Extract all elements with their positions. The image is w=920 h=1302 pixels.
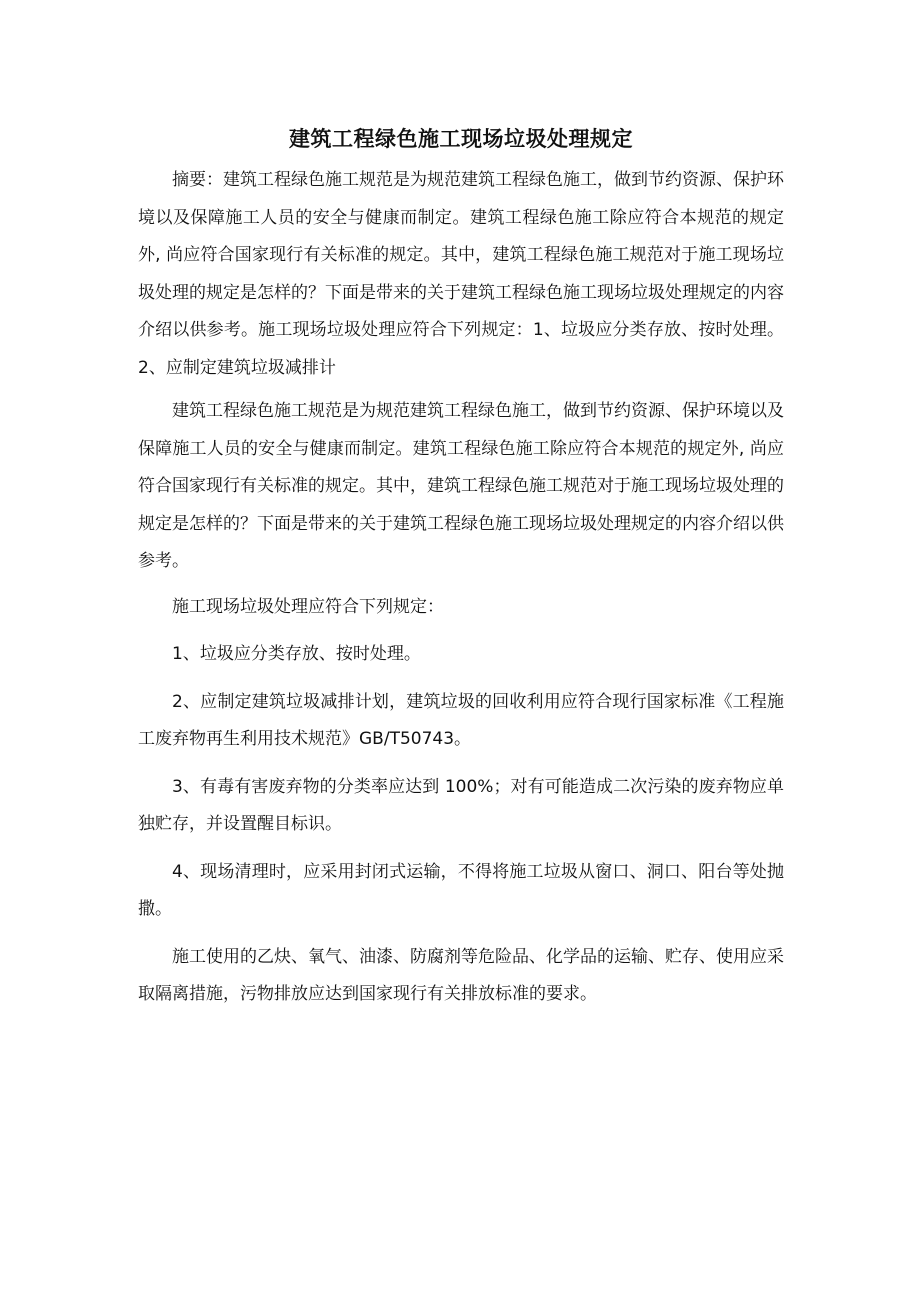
abstract-paragraph: 摘要：建筑工程绿色施工规范是为规范建筑工程绿色施工，做到节约资源、保护环境以及保障施工人员的安全与健康而制定。建筑工程绿色施工除应符合本规范的规定外, 尚应符合国家现行有关标准的规定。其中，建筑工程绿色施工规范对于施工现场垃圾处理的规定是怎样的？下面是带来的关于建筑工程绿色施工现场垃圾处理规定的内容介绍以供参考。施工现场垃圾处理应符合下列规定：1、垃圾应分类存放、按时处理。2、应制定建筑垃圾减排计 xyxy=(138,170,784,378)
document-title: 建筑工程绿色施工现场垃圾处理规定 xyxy=(289,127,633,151)
document-page xyxy=(138,118,784,1014)
rule-1-paragraph: 1、垃圾应分类存放、按时处理。 xyxy=(172,644,421,664)
rules-heading-paragraph: 施工现场垃圾处理应符合下列规定： xyxy=(172,596,444,617)
intro-paragraph: 建筑工程绿色施工规范是为规范建筑工程绿色施工，做到节约资源、保护环境以及保障施工人员的安全与健康而制定。建筑工程绿色施工除应符合本规范的规定外, 尚应符合国家现行有关标准的规定。其中，建筑工程绿色施工规范对于施工现场垃圾处理的规定是怎样的？下面是带来的关于建筑工程绿色施工现场垃圾处理规定的内容介绍以供参考。 xyxy=(138,401,784,571)
hazmat-paragraph: 施工使用的乙炔、氧气、油漆、防腐剂等危险品、化学品的运输、贮存、使用应采取隔离措施，污物排放应达到国家现行有关排放标准的要求。 xyxy=(138,946,784,1004)
rule-4-paragraph: 4、现场清理时，应采用封闭式运输，不得将施工垃圾从窗口、洞口、阳台等处抛撒。 xyxy=(138,861,784,919)
rule-3-paragraph: 3、有毒有害废弃物的分类率应达到 100%；对有可能造成二次污染的废弃物应单独贮存，并设置醒目标识。 xyxy=(138,776,784,834)
rule-2-paragraph: 2、应制定建筑垃圾减排计划，建筑垃圾的回收利用应符合现行国家标准《工程施工废弃物再生利用技术规范》GB/T50743。 xyxy=(138,691,784,749)
